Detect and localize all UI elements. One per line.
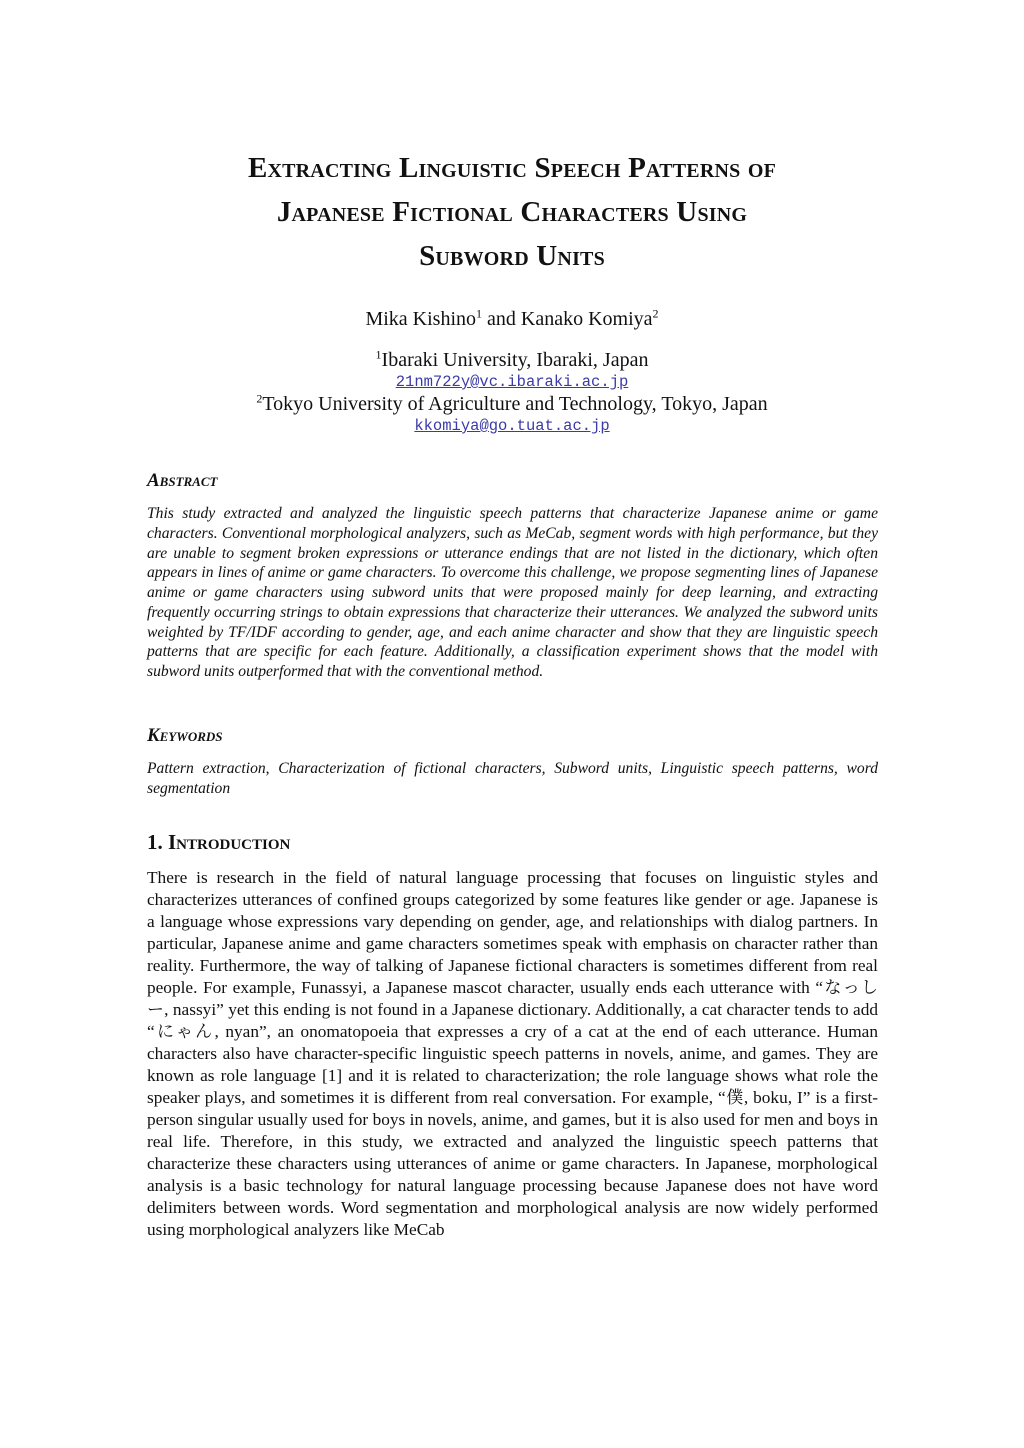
affiliation-1 <box>147 348 877 372</box>
affil-text: Ibaraki University, Ibaraki, Japan <box>381 349 649 371</box>
title-line-3: Subword Units <box>419 240 605 272</box>
author-affil-mark: 2 <box>652 306 659 321</box>
intro-text-part: There is research in the field of natural language processing that focuses on linguistic styles and characterizes utterances of confined groups categorized by some features like gender or age. Japanese is a language whose expressions vary depending on gender, age, and relationships with dialog partners. In particular, Japanese anime and game characters sometimes speak with emphasis on character rather than reality. Furthermore, the way of talking of Japanese fictional characters is sometimes different from real people. For example, Funassyi, a Japanese mascot character, usually ends each utterance with “ <box>147 868 878 997</box>
title-line-1: Extracting Linguistic Speech Patterns of <box>247 152 777 184</box>
japanese-term: にゃん <box>154 1022 215 1042</box>
author-name: Kanako Komiya <box>520 308 653 330</box>
affiliation-2 <box>147 392 877 416</box>
affil-mark: 1 <box>375 347 382 362</box>
keywords-heading: Keywords <box>147 725 223 746</box>
title-line-2: Japanese Fictional Characters Using <box>276 196 748 228</box>
japanese-term: なっしー <box>147 978 879 1020</box>
introduction-heading: 1. Introduction <box>147 830 291 854</box>
email-link-2[interactable]: kkomiya@go.tuat.ac.jp <box>414 417 610 435</box>
email-link-1[interactable]: 21nm722y@vc.ibaraki.ac.jp <box>395 373 629 391</box>
japanese-term: 僕 <box>725 1088 744 1108</box>
paper-title <box>120 146 904 278</box>
intro-text-part: , nassyi” yet this ending is not found in a Japanese dictionary. Additionally, a cat character tends to add “ <box>147 1000 879 1041</box>
abstract-text: This study extracted and analyzed the linguistic speech patterns that characterize Japanese anime or game characters. Conventional morphological analyzers, such as MeCab, segment words with high performance, but they are unable to segment broken expressions or utterance endings that are not listed in the dictionary, which often appears in lines of anime or game characters. To overcome this challenge, we propose segmenting lines of Japanese anime or game characters using subword units that were proposed mainly for deep learning, and extracting frequently occurring strings to obtain expressions that characterize their utterances. We analyzed the subword units weighted by TF/IDF according to gender, age, and each anime character and show that they are linguistic speech patterns that are specific for each feature. Additionally, a classification experiment shows that the model with subword units outperformed that with the conventional method. <box>147 505 878 680</box>
keywords-text: Pattern extraction, Characterization of fictional characters, Subword units, Linguistic speech patterns, word segmentation <box>147 760 878 797</box>
author-name: Mika Kishino <box>365 308 477 330</box>
intro-text-part: , boku, I” is a first-person singular usually used for boys in novels, anime, and games, but it is also used for men and boys in real life. Therefore, in this study, we extracted and analyzed the linguistic speech patterns that characterize these characters using utterances of anime or game characters. In Japanese, morphological analysis is a basic technology for natural language processing because Japanese does not have word delimiters between words. Word segmentation and morphological analysis are now widely performed using morphological analyzers like MeCab <box>147 1088 878 1239</box>
author-affil-mark: 1 <box>476 306 483 321</box>
affil-text: Tokyo University of Agriculture and Technology, Tokyo, Japan <box>262 393 768 415</box>
abstract-heading: Abstract <box>147 470 218 491</box>
intro-text-part: , nyan”, an onomatopoeia that expresses a cry of a cat at the end of each utterance. Human characters also have character-specific linguistic speech patterns in novels, anime, and games. They are known as role language [1] and it is related to characterization; the role language shows what role the speaker plays, and sometimes it is different from real conversation. For example, “ <box>147 1022 878 1107</box>
author-list <box>147 305 877 333</box>
introduction-text <box>147 867 878 1241</box>
affil-mark: 2 <box>256 391 263 406</box>
affiliations <box>147 348 877 436</box>
author-join: and <box>482 308 521 330</box>
